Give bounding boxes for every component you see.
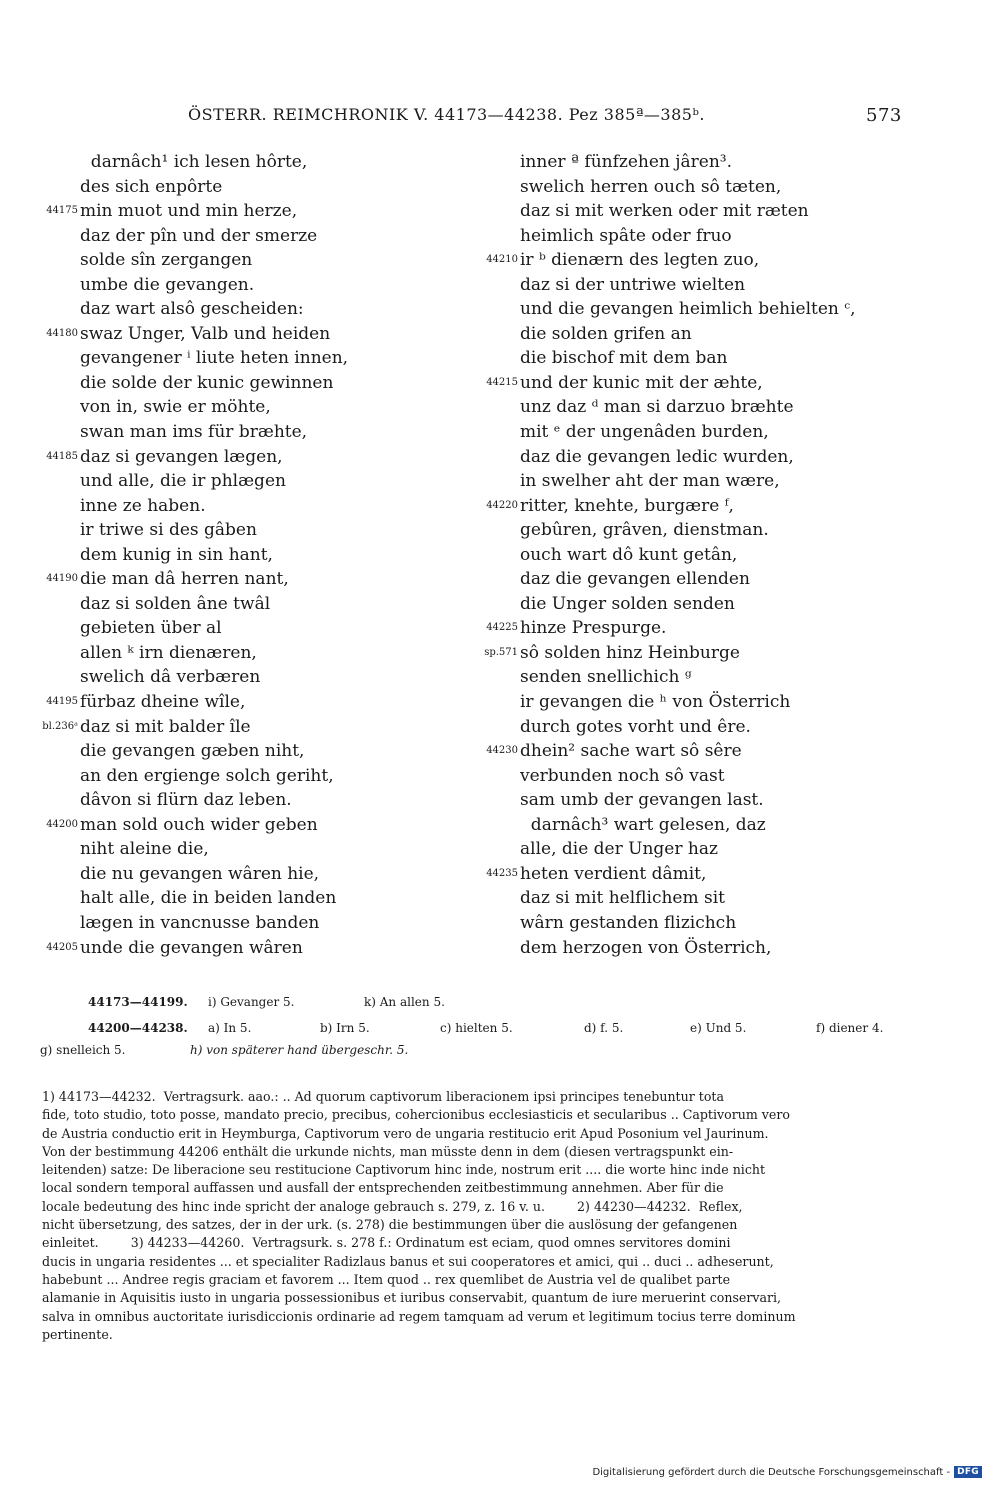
verse-line <box>486 616 930 641</box>
digitization-credit <box>592 1466 982 1478</box>
footnote-line: nicht übersetzung, des satzes, der in der urk. (s. 278) die bestimmungen über die auslösung der gefangenen <box>42 1217 738 1233</box>
verse-text: daz der pîn und der smerze <box>80 225 318 246</box>
apparatus-note: d) f. 5. <box>584 1021 624 1035</box>
verse-line <box>486 862 930 887</box>
verse-line <box>520 322 930 347</box>
footnote-line: leitenden) satze: De liberacione seu restitucione Captivorum hinc inde, nostrum erit .... die worte hinc inde nicht <box>42 1162 766 1178</box>
verse-line <box>80 420 490 445</box>
line-number: sp.571 <box>484 646 518 658</box>
verse-line <box>46 690 490 715</box>
verse-line <box>80 346 490 371</box>
verse-line <box>520 445 930 470</box>
verse-text: heimlich spâte oder fruo <box>520 225 732 246</box>
apparatus-note: h) von späterer hand übergeschr. 5. <box>190 1043 409 1057</box>
verse-text: dhein² sache wart sô sêre <box>520 741 742 762</box>
verse-text: dâvon si flürn daz leben. <box>80 790 292 811</box>
verse-text: halt alle, die in beiden landen <box>80 888 337 909</box>
verse-text: gebieten über al <box>80 618 222 639</box>
verse-text: und alle, die ir phlægen <box>80 471 286 492</box>
verse-line <box>486 494 930 519</box>
verse-text: daz die gevangen ellenden <box>520 569 750 590</box>
footnote-line: de Austria conductio erit in Heymburga, Captivorum vero de ungaria restitucio erit Apud Posonium vel Jaurinum. <box>42 1125 769 1141</box>
verse-line <box>520 936 930 961</box>
verse-text: daz si gevangen lægen, <box>80 446 283 467</box>
verse-text: inne ze haben. <box>80 495 206 516</box>
verse-line <box>46 322 490 347</box>
verse-text: daz si mit balder île <box>80 716 251 737</box>
verse-line <box>46 445 490 470</box>
verse-line <box>80 395 490 420</box>
page-number: 573 <box>866 105 902 126</box>
verse-line <box>80 862 490 887</box>
footnote-line: einleitet. 3) 44233—44260. Vertragsurk. s. 278 f.: Ordinatum est eciam, quod omnes servitores domini <box>42 1235 731 1251</box>
verse-text: in swelher aht der man wære, <box>520 471 780 492</box>
verse-line <box>520 518 930 543</box>
verse-line <box>486 248 930 273</box>
verse-line <box>520 297 930 322</box>
verse-text: sam umb der gevangen last. <box>520 790 764 811</box>
verse-line <box>520 346 930 371</box>
verse-line <box>80 592 490 617</box>
verse-text: die gevangen gæben niht, <box>80 741 305 762</box>
verse-text: ir triwe si des gâben <box>80 520 257 541</box>
verse-text: senden snellichich ᵍ <box>520 667 692 688</box>
footnote-line: locale bedeutung des hinc inde spricht der analoge gebrauch s. 279, z. 16 v. u. 2) 44230—44232. Reflex, <box>42 1198 743 1214</box>
apparatus-note: f) diener 4. <box>816 1021 884 1035</box>
footnote-line: fide, toto studio, toto posse, mandato precio, precibus, cohercionibus ecclesiasticis et secularibus .. Captivorum vero <box>42 1107 790 1123</box>
verse-line <box>520 788 930 813</box>
apparatus-note: a) In 5. <box>208 1021 252 1035</box>
verse-text: darnâch³ wart gelesen, daz <box>520 814 766 835</box>
verse-text: daz si der untriwe wielten <box>520 274 746 295</box>
line-number: 44225 <box>486 622 518 634</box>
dfg-logo-icon: DFG <box>954 1466 982 1478</box>
line-number: bl.236ᵃ <box>42 720 78 732</box>
verse-line <box>484 641 930 666</box>
verse-line <box>520 469 930 494</box>
verse-line <box>46 813 490 838</box>
verse-text: daz si mit werken oder mit ræten <box>520 201 809 222</box>
verse-line <box>520 837 930 862</box>
apparatus-row-1 <box>88 995 445 1009</box>
verse-text: unz daz ᵈ man si darzuo bræhte <box>520 397 794 418</box>
verse-text: umbe die gevangen. <box>80 274 255 295</box>
verse-line <box>80 224 490 249</box>
verse-line <box>520 886 930 911</box>
verse-text: die Unger solden senden <box>520 593 735 614</box>
verse-text: lægen in vancnusse banden <box>80 912 320 933</box>
verse-text: an den ergienge solch geriht, <box>80 765 334 786</box>
verse-text: verbunden noch sô vast <box>520 765 725 786</box>
verse-line <box>80 273 490 298</box>
verse-text: daz wart alsô gescheiden: <box>80 299 304 320</box>
footnote-line: 1) 44173—44232. Vertragsurk. aao.: .. Ad quorum captivorum liberacionem ipsi principes tenebuntur tota <box>42 1089 724 1104</box>
verse-text: ritter, knehte, burgære ᶠ, <box>520 495 734 516</box>
verse-text: die man dâ herren nant, <box>80 569 289 590</box>
verse-line <box>80 911 490 936</box>
verse-text: ir ᵇ dienærn des legten zuo, <box>520 250 760 271</box>
verse-line <box>80 248 490 273</box>
verse-line <box>46 199 490 224</box>
verse-line <box>80 371 490 396</box>
verse-line <box>520 175 930 200</box>
verse-text: swelich herren ouch sô tæten, <box>520 176 782 197</box>
apparatus-row-3 <box>40 1043 409 1057</box>
verse-line <box>80 150 490 175</box>
line-number: 44175 <box>46 205 78 217</box>
verse-line <box>80 175 490 200</box>
verse-text: daz si mit helflichem sit <box>520 888 726 909</box>
apparatus-note: k) An allen 5. <box>364 995 445 1009</box>
footnote-line: ducis in ungaria residentes ... et specialiter Radizlaus banus et sui cooperatores et amici, qui .. duci .. adheserunt, <box>42 1253 774 1269</box>
line-number: 44215 <box>486 376 518 388</box>
verse-text: swan man ims für bræhte, <box>80 422 308 443</box>
verse-text: dem kunig in sin hant, <box>80 544 273 565</box>
verse-line <box>46 936 490 961</box>
line-number: 44235 <box>486 867 518 879</box>
verse-line <box>80 469 490 494</box>
verse-line <box>520 150 930 175</box>
verse-text: hinze Prespurge. <box>520 618 667 639</box>
verse-line <box>80 764 490 789</box>
credit-text: Digitalisierung gefördert durch die Deutsche Forschungsgemeinschaft - <box>592 1466 951 1478</box>
verse-line <box>520 420 930 445</box>
verse-line <box>520 813 930 838</box>
verse-line <box>520 567 930 592</box>
verse-text: man sold ouch wider geben <box>80 814 318 835</box>
verse-text: sô solden hinz Heinburge <box>520 642 740 663</box>
verse-text: die solden grifen an <box>520 323 692 344</box>
verse-text: von in, swie er möhte, <box>80 397 271 418</box>
verse-line <box>80 665 490 690</box>
footnotes <box>42 1088 900 1344</box>
apparatus-row-2 <box>88 1021 884 1035</box>
verse-text: wârn gestanden flizichch <box>520 912 737 933</box>
verse-line <box>80 518 490 543</box>
verse-line <box>520 273 930 298</box>
verse-line <box>520 911 930 936</box>
verse-text: die solde der kunic gewinnen <box>80 372 334 393</box>
verse-line <box>520 592 930 617</box>
verse-text: durch gotes vorht und êre. <box>520 716 751 737</box>
verse-line <box>520 690 930 715</box>
verse-text: mit ᵉ der ungenâden burden, <box>520 422 769 443</box>
verse-text: min muot und min herze, <box>80 201 298 222</box>
verse-text: niht aleine die, <box>80 839 209 860</box>
verse-text: darnâch¹ ich lesen hôrte, <box>80 152 308 172</box>
verse-text: allen ᵏ irn dienæren, <box>80 642 257 663</box>
verse-text: und der kunic mit der æhte, <box>520 372 763 393</box>
verse-text: swaz Unger, Valb und heiden <box>80 323 331 344</box>
verse-text: die nu gevangen wâren hie, <box>80 863 320 884</box>
verse-text: fürbaz dheine wîle, <box>80 692 246 713</box>
footnote-line: Von der bestimmung 44206 enthält die urkunde nichts, man müsste denn in dem (diesen vertragspunkt ein- <box>42 1143 734 1159</box>
verse-text: heten verdient dâmit, <box>520 863 707 884</box>
apparatus-note: g) snelleich 5. <box>40 1043 126 1057</box>
verse-text: unde die gevangen wâren <box>80 937 303 958</box>
verse-text: alle, die der Unger haz <box>520 839 718 860</box>
line-number: 44195 <box>46 696 78 708</box>
line-number: 44205 <box>46 941 78 953</box>
verse-line <box>46 567 490 592</box>
footnote-line: salva in omnibus auctoritate iurisdiccionis ordinarie ad regem tamquam ad verum et legitimum tocius terre dominum <box>42 1308 796 1324</box>
footnote-line: pertinente. <box>42 1326 113 1342</box>
left-verse-column <box>42 150 490 960</box>
line-number: 44210 <box>486 254 518 266</box>
verse-line <box>486 371 930 396</box>
verse-line <box>80 297 490 322</box>
verse-text: des sich enpôrte <box>80 176 223 197</box>
verse-line <box>520 764 930 789</box>
verse-text: swelich dâ verbæren <box>80 667 261 688</box>
apparatus-note: c) hielten 5. <box>440 1021 513 1035</box>
line-number: 44180 <box>46 327 78 339</box>
verse-line <box>520 543 930 568</box>
verse-line <box>520 715 930 740</box>
line-number: 44220 <box>486 499 518 511</box>
verse-line <box>486 739 930 764</box>
verse-line <box>520 395 930 420</box>
verse-line <box>80 494 490 519</box>
verse-line <box>80 739 490 764</box>
verse-line <box>520 224 930 249</box>
verse-text: ouch wart dô kunt getân, <box>520 544 738 565</box>
footnote-line: alamanie in Aquisitis iusto in ungaria possessionibus et iuribus conservabit, quantum de iure meruerint conservari, <box>42 1290 782 1306</box>
verse-line <box>80 641 490 666</box>
verse-text: daz die gevangen ledic wurden, <box>520 446 794 467</box>
verse-text: daz si solden âne twâl <box>80 593 271 614</box>
verse-line <box>80 837 490 862</box>
verse-text: gevangener ⁱ liute heten innen, <box>80 348 349 369</box>
apparatus-range: 44200—44238. <box>88 1021 188 1035</box>
apparatus-note: b) Irn 5. <box>320 1021 370 1035</box>
footnote-line: local sondern temporal auffassen und ausfall der entsprechenden zeitbestimmung annehmen. Aber für die <box>42 1180 724 1196</box>
apparatus-range: 44173—44199. <box>88 995 188 1009</box>
verse-line <box>520 665 930 690</box>
verse-line <box>80 886 490 911</box>
verse-text: gebûren, grâven, dienstman. <box>520 520 769 541</box>
running-title: ÖSTERR. REIMCHRONIK V. 44173—44238. Pez 385ª—385ᵇ. <box>188 105 705 124</box>
line-number: 44190 <box>46 573 78 585</box>
verse-line <box>520 199 930 224</box>
verse-text: inner ª fünfzehen jâren³. <box>520 152 733 172</box>
line-number: 44185 <box>46 450 78 462</box>
line-number: 44230 <box>486 745 518 757</box>
verse-line <box>80 616 490 641</box>
verse-line <box>42 715 490 740</box>
verse-text: solde sîn zergangen <box>80 250 253 271</box>
footnote-line: habebunt ... Andree regis graciam et favorem ... Item quod .. rex quemlibet de Austria vel de qualibet parte <box>42 1271 731 1287</box>
verse-line <box>80 788 490 813</box>
apparatus-note: e) Und 5. <box>690 1021 747 1035</box>
line-number: 44200 <box>46 818 78 830</box>
verse-text: und die gevangen heimlich behielten ᶜ, <box>520 299 856 320</box>
verse-text: ir gevangen die ʰ von Österrich <box>520 692 791 713</box>
right-verse-column <box>484 150 930 960</box>
verse-text: dem herzogen von Österrich, <box>520 937 772 958</box>
verse-text: die bischof mit dem ban <box>520 348 728 369</box>
verse-line <box>80 543 490 568</box>
apparatus-note: i) Gevanger 5. <box>208 995 295 1009</box>
running-header <box>0 105 1000 129</box>
